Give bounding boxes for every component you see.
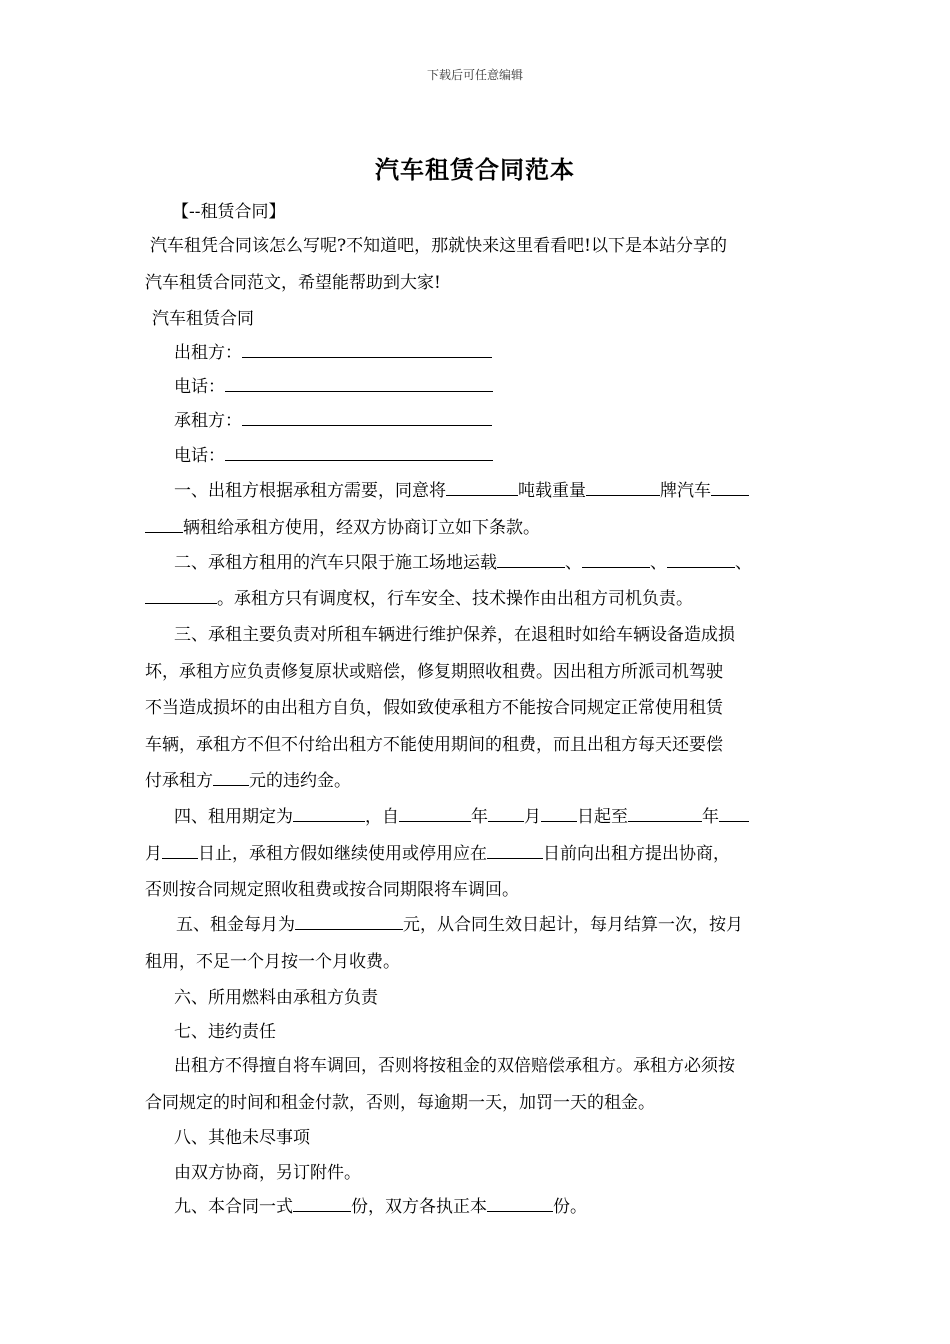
clause-3-line-4: 车辆，承租方不但不付给出租方不能使用期间的租费，而且出租方每天还要偿 — [145, 735, 723, 755]
clause-1-line-2 — [145, 517, 810, 539]
year-label: 年 — [702, 807, 719, 827]
clause-4-text-a: 四、租用期定为 — [174, 807, 293, 827]
clause-9-text-b: 份，双方各执正本 — [351, 1197, 487, 1217]
vehicle-count-blank-b[interactable] — [145, 517, 183, 533]
clause-5-text-a: 五、租金每月为 — [176, 915, 295, 935]
month-label: 月 — [145, 844, 162, 864]
clause-5-line-2: 租用，不足一个月按一个月收费。 — [145, 952, 400, 972]
clause-2-line-2 — [145, 588, 810, 610]
brand-blank[interactable] — [586, 480, 660, 496]
clause-4-line-1 — [174, 806, 839, 828]
intro-line-1: 汽车租凭合同该怎么写呢?不知道吧，那就快来这里看看吧!以下是本站分享的 — [150, 236, 727, 256]
page-header-note: 下载后可任意编辑 — [426, 68, 523, 82]
lessor-blank[interactable] — [242, 342, 492, 358]
clause-1-text-d: 辆租给承租方使用，经双方协商订立如下条款。 — [183, 518, 540, 538]
clause-9-text-a: 九、本合同一式 — [174, 1197, 293, 1217]
clause-1-text-b: 吨载重量 — [518, 481, 586, 501]
phone-row-2 — [174, 445, 839, 467]
start-month-blank[interactable] — [488, 806, 524, 822]
clause-1-line-1 — [174, 480, 839, 502]
phone-blank-1[interactable] — [225, 376, 493, 392]
month-label: 月 — [524, 807, 541, 827]
clause-3-line-5 — [145, 770, 810, 792]
clause-4-line-3: 否则按合同规定照收租费或按合同期限将车调回。 — [145, 880, 519, 900]
clause-3-text-b: 元的违约金。 — [249, 771, 351, 791]
clause-4-text-b: ，自 — [365, 807, 399, 827]
cargo-blank-2[interactable] — [582, 552, 650, 568]
clause-2-text-b: 。承租方只有调度权，行车安全、技术操作由出租方司机负责。 — [217, 589, 693, 609]
tonnage-blank[interactable] — [446, 480, 518, 496]
clause-4-text-e: 日前向出租方提出协商， — [543, 844, 730, 864]
clause-7-line-2: 合同规定的时间和租金付款，否则，每逾期一天，加罚一天的租金。 — [145, 1093, 655, 1113]
clause-3-line-3: 不当造成损坏的由出租方自负，假如致使承租方不能按合同规定正常使用租赁 — [145, 698, 723, 718]
clause-1-text-a: 一、出租方根据承租方需要，同意将 — [174, 481, 446, 501]
clause-1-text-c: 牌汽车 — [660, 481, 711, 501]
separator: 、 — [735, 553, 752, 573]
term-blank[interactable] — [293, 806, 365, 822]
penalty-blank[interactable] — [213, 770, 249, 786]
separator: 、 — [650, 553, 667, 573]
cargo-blank-1[interactable] — [497, 552, 565, 568]
start-year-blank[interactable] — [399, 806, 471, 822]
clause-3-text-a: 付承租方 — [145, 771, 213, 791]
clause-4-text-c: 日起至 — [577, 807, 628, 827]
clause-6: 六、所用燃料由承租方负责 — [174, 988, 378, 1008]
end-day-blank[interactable] — [162, 843, 198, 859]
clause-4-line-2 — [145, 843, 810, 865]
lessee-row — [174, 410, 839, 432]
clause-8-line-1: 由双方协商，另订附件。 — [174, 1163, 361, 1183]
cargo-blank-4[interactable] — [145, 588, 217, 604]
intro-line-2: 汽车租赁合同范文，希望能帮助到大家! — [145, 273, 441, 293]
original-copies-blank[interactable] — [487, 1196, 553, 1212]
start-day-blank[interactable] — [541, 806, 577, 822]
lessor-label: 出租方： — [174, 343, 242, 363]
clause-3-line-1: 三、承租主要负责对所租车辆进行维护保养，在退租时如给车辆设备造成损 — [174, 625, 735, 645]
clause-9 — [174, 1196, 839, 1218]
notice-days-blank[interactable] — [487, 843, 543, 859]
clause-7-heading: 七、违约责任 — [174, 1022, 276, 1042]
copies-blank[interactable] — [293, 1196, 351, 1212]
clause-4-text-d: 日止，承租方假如继续使用或停用应在 — [198, 844, 487, 864]
clause-5-line-1 — [176, 914, 841, 936]
clause-7-line-1: 出租方不得擅自将车调回，否则将按租金的双倍赔偿承租方。承租方必须按 — [174, 1056, 735, 1076]
clause-2-line-1 — [174, 552, 839, 574]
phone-row-1 — [174, 376, 839, 398]
phone-label-2: 电话： — [174, 446, 225, 466]
cargo-blank-3[interactable] — [667, 552, 735, 568]
contract-title: 汽车租赁合同 — [152, 309, 254, 329]
clause-2-text-a: 二、承租方租用的汽车只限于施工场地运载 — [174, 553, 497, 573]
clause-5-text-b: 元，从合同生效日起计，每月结算一次，按月 — [403, 915, 743, 935]
lessee-label: 承租方： — [174, 411, 242, 431]
year-label: 年 — [471, 807, 488, 827]
lessee-blank[interactable] — [242, 410, 492, 426]
section-tag: 【--租赁合同】 — [172, 202, 286, 222]
lessor-row — [174, 342, 839, 364]
phone-blank-2[interactable] — [225, 445, 493, 461]
clause-3-line-2: 坏，承租方应负责修复原状或赔偿，修复期照收租费。因出租方所派司机驾驶 — [145, 662, 723, 682]
clause-9-text-c: 份。 — [553, 1197, 587, 1217]
phone-label-1: 电话： — [174, 377, 225, 397]
end-month-blank-a[interactable] — [719, 806, 749, 822]
clause-8-heading: 八、其他未尽事项 — [174, 1128, 310, 1148]
end-year-blank[interactable] — [628, 806, 702, 822]
rent-blank[interactable] — [295, 914, 403, 930]
separator: 、 — [565, 553, 582, 573]
vehicle-count-blank-a[interactable] — [711, 480, 749, 496]
document-title: 汽车租赁合同范本 — [375, 155, 575, 184]
